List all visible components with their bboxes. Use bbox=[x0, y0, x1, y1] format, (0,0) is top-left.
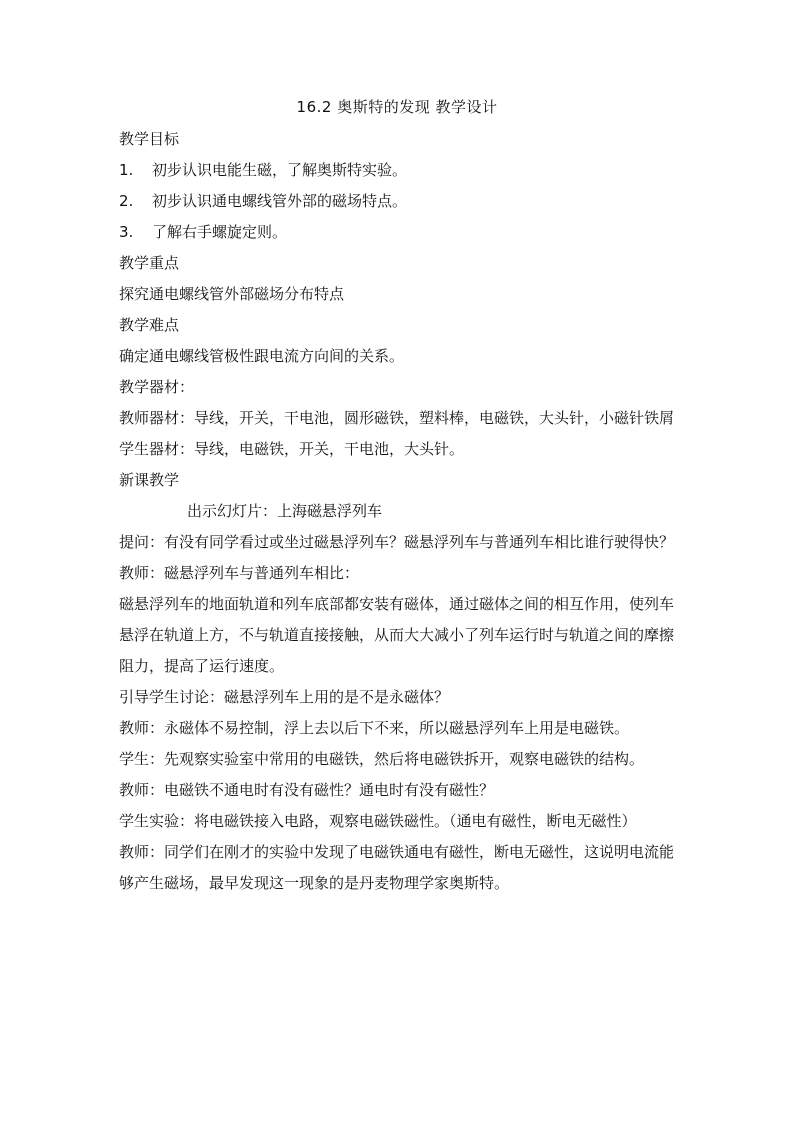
difficulty-heading: 教学难点 bbox=[119, 316, 180, 334]
equipment-heading: 教学器材： bbox=[119, 378, 195, 396]
lesson-paragraph: 磁悬浮列车的地面轨道和列车底部都安装有磁体，通过磁体之间的相互作用，使列车悬浮在轨道上方，不与轨道直接接触，从而大大减小了列车运行时与轨道之间的摩擦阻力，提高了运行速度。 bbox=[119, 595, 675, 675]
lesson-paragraph: 学生实验：将电磁铁接入电路，观察电磁铁磁性。（通电有磁性，断电无磁性） bbox=[119, 812, 637, 830]
lesson-paragraph: 学生：先观察实验室中常用的电磁铁，然后将电磁铁拆开，观察电磁铁的结构。 bbox=[119, 750, 645, 768]
goal-text: 初步认识通电螺线管外部的磁场特点。 bbox=[152, 192, 408, 210]
goal-number: 2. bbox=[119, 192, 134, 210]
lesson-paragraph: 提问：有没有同学看过或坐过磁悬浮列车？磁悬浮列车与普通列车相比谁行驶得快？ bbox=[119, 533, 675, 551]
new-lesson-heading: 新课教学 bbox=[119, 471, 180, 489]
difficulty-text: 确定通电螺线管极性跟电流方向间的关系。 bbox=[119, 347, 405, 365]
lesson-paragraph: 引导学生讨论：磁悬浮列车上用的是不是永磁体？ bbox=[119, 688, 450, 706]
document-body bbox=[119, 124, 674, 899]
lesson-paragraph: 教师：永磁体不易控制，浮上去以后下不来，所以磁悬浮列车上用是电磁铁。 bbox=[119, 719, 630, 737]
key-text: 探究通电螺线管外部磁场分布特点 bbox=[119, 285, 345, 303]
slide-text: 出示幻灯片：上海磁悬浮列车 bbox=[187, 502, 383, 520]
goal-item bbox=[119, 217, 674, 248]
goals-heading: 教学目标 bbox=[119, 130, 180, 148]
goal-item bbox=[119, 186, 674, 217]
goal-number: 1. bbox=[119, 161, 134, 179]
goal-text: 初步认识电能生磁，了解奥斯特实验。 bbox=[152, 161, 408, 179]
goal-item bbox=[119, 155, 674, 186]
document-title: 16.2 奥斯特的发现 教学设计 bbox=[296, 98, 498, 116]
teacher-equipment: 教师器材：导线，开关，干电池，圆形磁铁，塑料棒，电磁铁，大头针，小磁针铁屑 bbox=[119, 409, 675, 427]
key-heading: 教学重点 bbox=[119, 254, 180, 272]
goal-number: 3. bbox=[119, 223, 134, 241]
lesson-paragraph: 教师：磁悬浮列车与普通列车相比： bbox=[119, 564, 360, 582]
lesson-paragraph: 教师：同学们在刚才的实验中发现了电磁铁通电有磁性，断电无磁性，这说明电流能够产生磁场，最早发现这一现象的是丹麦物理学家奥斯特。 bbox=[119, 843, 675, 892]
goal-text: 了解右手螺旋定则。 bbox=[152, 223, 288, 241]
lesson-paragraph: 教师：电磁铁不通电时有没有磁性？通电时有没有磁性？ bbox=[119, 781, 495, 799]
student-equipment: 学生器材：导线，电磁铁，开关，干电池，大头针。 bbox=[119, 440, 465, 458]
